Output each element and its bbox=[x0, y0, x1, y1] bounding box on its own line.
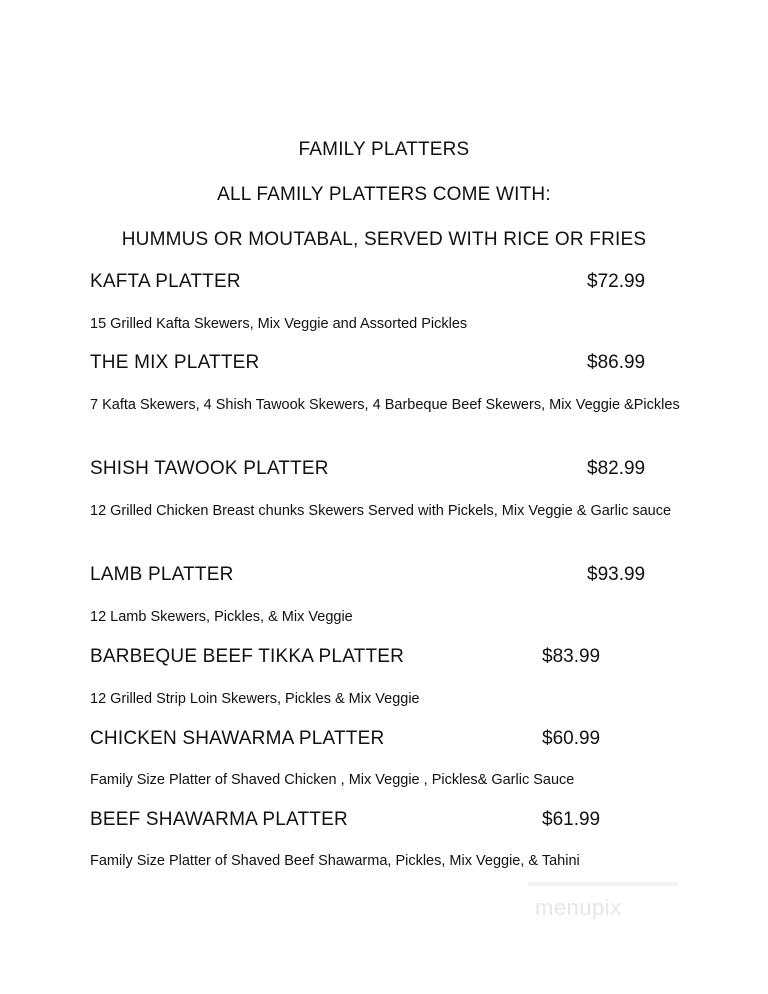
menu-item-name: LAMB PLATTER bbox=[90, 564, 234, 585]
watermark-logo: menupix bbox=[535, 895, 622, 920]
menu-item-price: $61.99 bbox=[542, 809, 601, 830]
menu-item-name: SHISH TAWOOK PLATTER bbox=[90, 458, 329, 479]
menu-item-price: $82.99 bbox=[587, 458, 646, 479]
menu-item-description: 7 Kafta Skewers, 4 Shish Tawook Skewers, 4 Barbeque Beef Skewers, Mix Veggie &Pickles bbox=[90, 397, 680, 413]
menu-item-name: BARBEQUE BEEF TIKKA PLATTER bbox=[90, 646, 405, 667]
menu-item-description: 12 Lamb Skewers, Pickles, & Mix Veggie bbox=[90, 609, 353, 625]
menu-item-name: CHICKEN SHAWARMA PLATTER bbox=[90, 728, 385, 749]
watermark-bar bbox=[528, 882, 678, 886]
menu-item-description: 15 Grilled Kafta Skewers, Mix Veggie and Assorted Pickles bbox=[90, 316, 468, 332]
menu-item-description: Family Size Platter of Shaved Beef Shawarma, Pickles, Mix Veggie, & Tahini bbox=[90, 853, 580, 869]
menu-item-name: KAFTA PLATTER bbox=[90, 271, 241, 292]
menu-item-price: $86.99 bbox=[587, 352, 646, 373]
menu-item-description: Family Size Platter of Shaved Chicken , Mix Veggie , Pickles& Garlic Sauce bbox=[90, 772, 575, 788]
menu-item-price: $93.99 bbox=[587, 564, 646, 585]
menu-item-price: $60.99 bbox=[542, 728, 601, 749]
menu-item-price: $83.99 bbox=[542, 646, 601, 667]
menu-item-name: THE MIX PLATTER bbox=[90, 352, 260, 373]
page-subtitle: ALL FAMILY PLATTERS COME WITH: bbox=[217, 184, 551, 205]
page-title: FAMILY PLATTERS bbox=[298, 139, 470, 160]
menu-item-price: $72.99 bbox=[587, 271, 646, 292]
menu-item-description: 12 Grilled Strip Loin Skewers, Pickles & Mix Veggie bbox=[90, 691, 420, 707]
menu-item-name: BEEF SHAWARMA PLATTER bbox=[90, 809, 348, 830]
menu-item-description: 12 Grilled Chicken Breast chunks Skewers Served with Pickels, Mix Veggie & Garlic sauce bbox=[90, 503, 672, 519]
page-note: HUMMUS OR MOUTABAL, SERVED WITH RICE OR FRIES bbox=[121, 229, 647, 250]
